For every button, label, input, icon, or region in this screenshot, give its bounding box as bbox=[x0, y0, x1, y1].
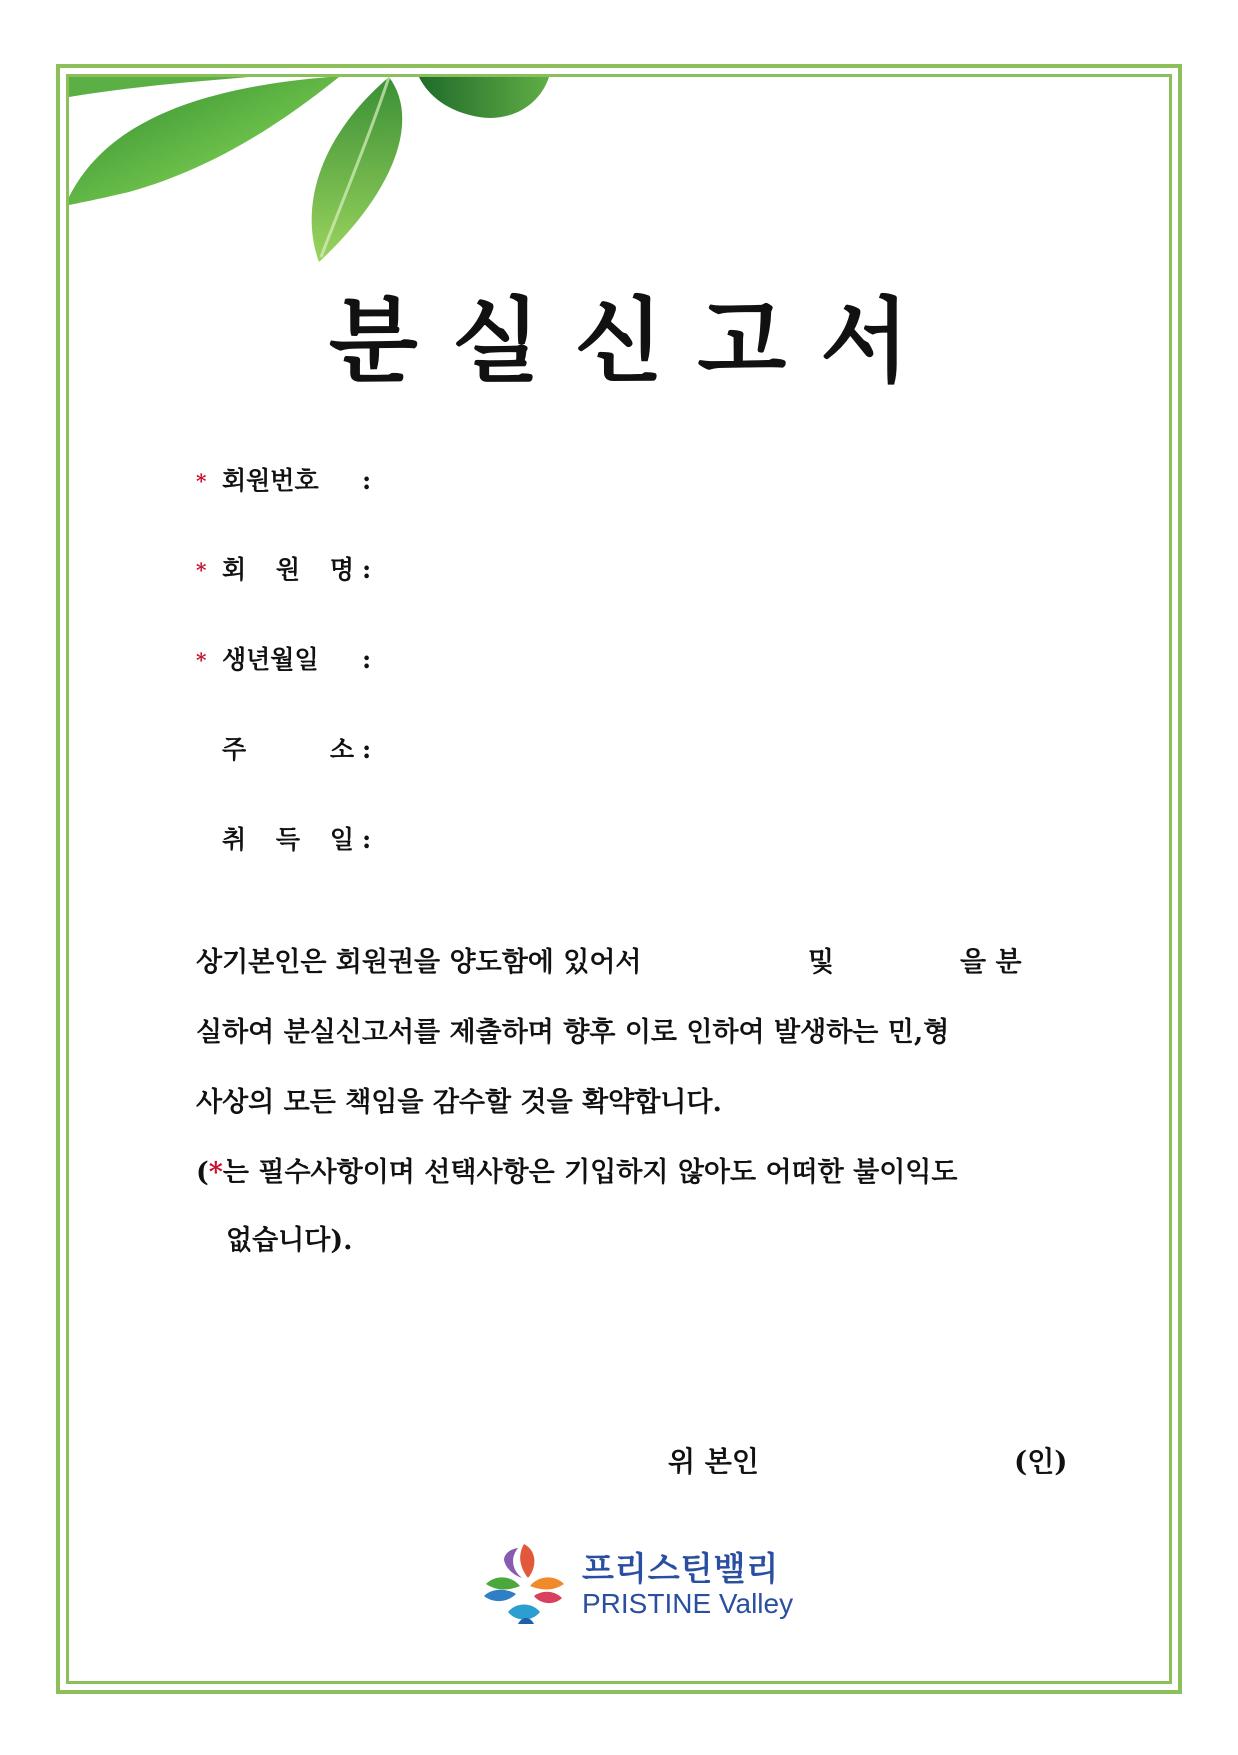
company-logo bbox=[478, 1540, 793, 1628]
paragraph-line: 을 분 bbox=[960, 947, 1022, 978]
field-colon: : bbox=[362, 825, 372, 854]
note-line: 없습니다). bbox=[226, 1225, 353, 1256]
required-mark: * bbox=[196, 558, 207, 582]
document-title: 분실신고서 bbox=[328, 287, 944, 395]
required-mark: * bbox=[196, 469, 207, 493]
field-label: 회원번호 bbox=[222, 466, 319, 495]
field-colon: : bbox=[362, 645, 372, 674]
paragraph-line: 실하여 분실신고서를 제출하며 향후 이로 인하여 발생하는 민,형 bbox=[196, 1017, 950, 1048]
note-paren: ( bbox=[196, 1157, 209, 1188]
field-label: 생년월일 bbox=[222, 645, 319, 674]
paragraph-line: 사상의 모든 책임을 감수할 것을 확약합니다. bbox=[196, 1087, 722, 1118]
seal-mark: (인) bbox=[1014, 1445, 1068, 1478]
field-member-number bbox=[196, 464, 371, 498]
note-line bbox=[196, 1156, 957, 1190]
field-label: 취 득 일 bbox=[222, 825, 354, 854]
required-mark: * bbox=[208, 1157, 223, 1188]
field-colon: : bbox=[362, 555, 372, 584]
paragraph-line: 및 bbox=[808, 947, 835, 978]
field-address bbox=[196, 733, 371, 767]
declaration-paragraph bbox=[196, 946, 1056, 1256]
field-member-name bbox=[196, 553, 371, 587]
logo-english-text: PRISTINE Valley bbox=[582, 1588, 794, 1619]
field-birth-date bbox=[196, 643, 371, 677]
paragraph-line: 상기본인은 회원권을 양도함에 있어서 bbox=[196, 947, 642, 978]
logo-korean-text: 프리스틴밸리 bbox=[582, 1549, 780, 1588]
required-mark: * bbox=[196, 648, 207, 672]
note-text: 는 필수사항이며 선택사항은 기입하지 않아도 어떠한 불이익도 bbox=[222, 1157, 958, 1188]
field-acquisition-date bbox=[196, 823, 371, 857]
field-colon: : bbox=[362, 466, 372, 495]
pristine-valley-emblem-icon bbox=[478, 1540, 570, 1628]
field-colon: : bbox=[362, 735, 372, 764]
field-label: 주 소 bbox=[222, 735, 354, 764]
field-label: 회 원 명 bbox=[222, 555, 354, 584]
signature-label: 위 본인 bbox=[668, 1445, 759, 1478]
leaf-decoration-icon bbox=[69, 77, 569, 277]
